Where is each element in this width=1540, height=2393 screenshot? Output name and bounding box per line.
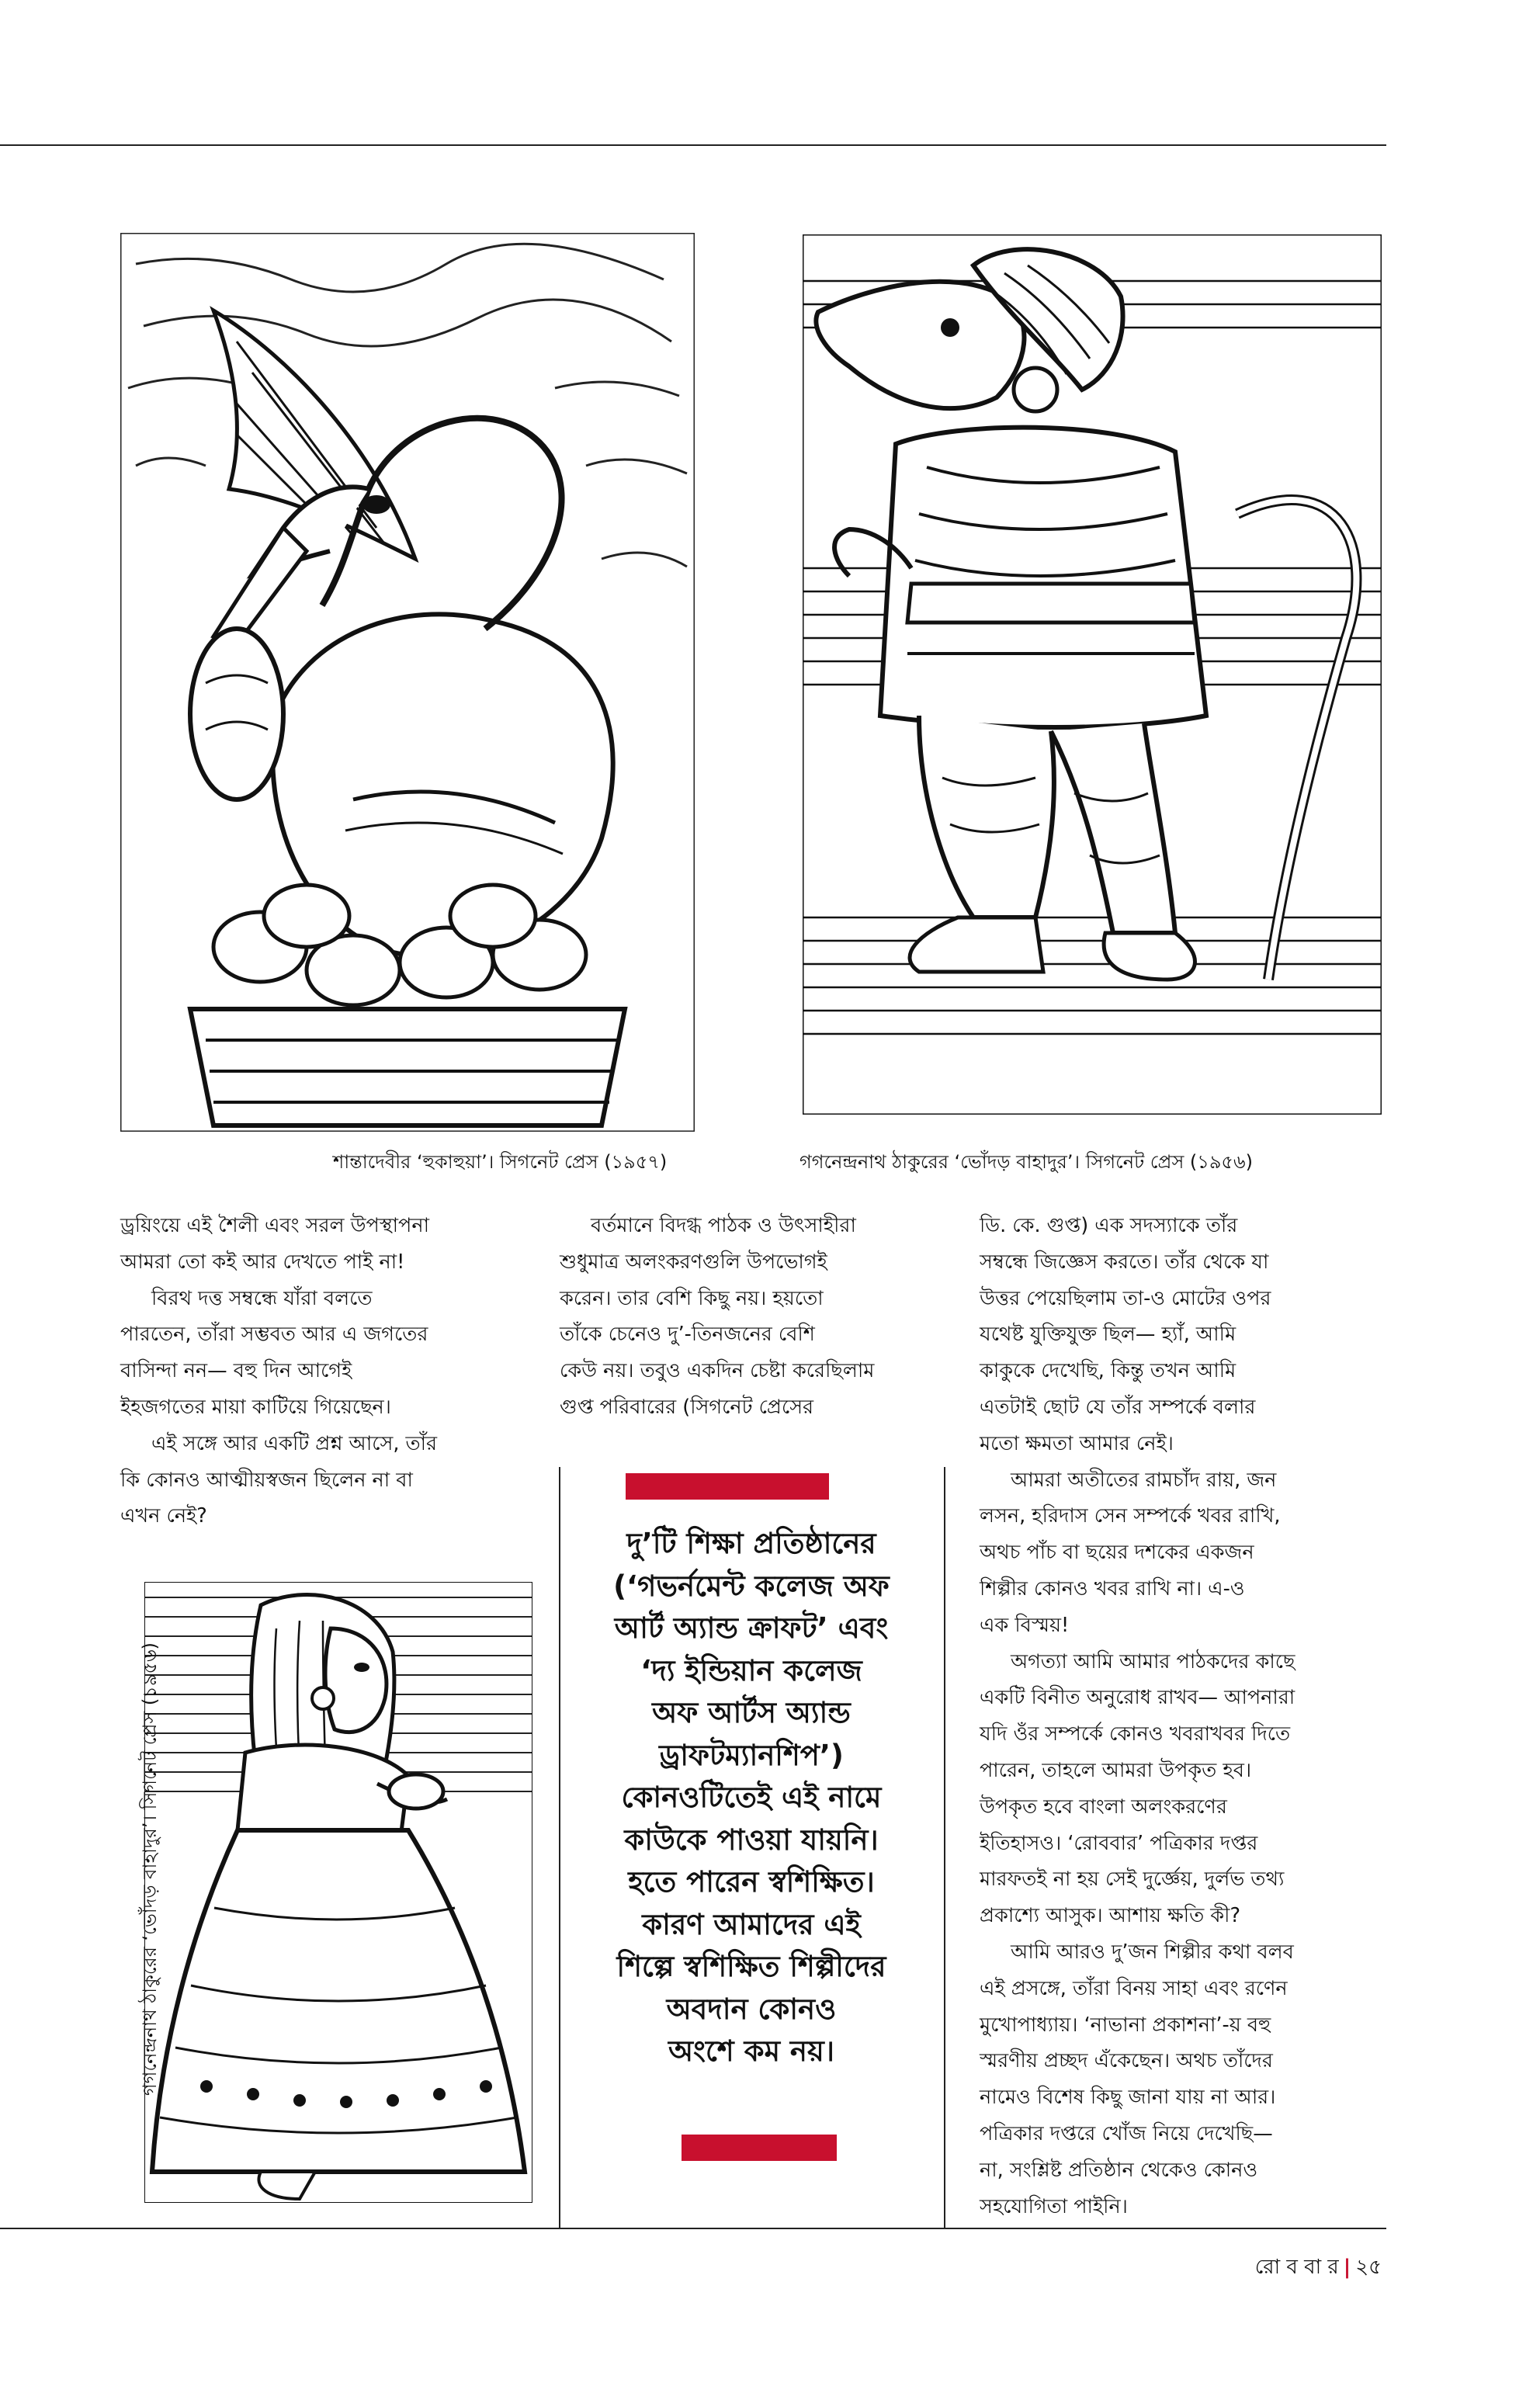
text-column-2: [560, 1208, 874, 1426]
pull-quote-line: অংশে কম নয়।: [668, 2034, 835, 2068]
column-3-line: উপকৃত হবে বাংলা অলংকরণের: [980, 1795, 1227, 1819]
column-divider-right: [944, 1467, 945, 2228]
pull-quote-line: কাউকে পাওয়া যায়নি।: [624, 1822, 879, 1857]
column-3-line: শিল্পীর কোনও খবর রাখি না। এ-ও: [980, 1576, 1245, 1601]
column-3-line: এতটাই ছোট যে তাঁর সম্পর্কে বলার: [980, 1395, 1256, 1419]
column-3-line: উত্তর পেয়েছিলাম তা-ও মোটের ওপর: [980, 1286, 1271, 1310]
pull-quote: [570, 1523, 933, 2073]
text-column-3: [980, 1208, 1295, 2225]
column-3-line: ইতিহাসও। ‘রোববার’ পত্রিকার দপ্তর: [980, 1831, 1258, 1855]
column-3-line: সহযোগিতা পাইনি।: [980, 2194, 1128, 2218]
column-1-line: এই সঙ্গে আর একটি প্রশ্ন আসে, তাঁর: [151, 1431, 438, 1455]
column-3-line: আমরা অতীতের রামচাঁদ রায়, জন: [1011, 1468, 1277, 1492]
column-3-line: এই প্রসঙ্গে, তাঁরা বিনয় সাহা এবং রণেন: [980, 1976, 1288, 2000]
column-1-line: আমরা তো কই আর দেখতে পাই না!: [120, 1250, 405, 1274]
column-3-line: পত্রিকার দপ্তরে খোঁজ নিয়ে দেখেছি—: [980, 2121, 1273, 2145]
pull-quote-line: শিল্পে স্বশিক্ষিত শিল্পীদের: [616, 1950, 886, 1983]
woman-illustration: [144, 1582, 532, 2203]
column-3-line: আমি আরও দু’জন শিল্পীর কথা বলব: [1011, 1940, 1294, 1964]
column-3-line: মতো ক্ষমতা আমার নেই।: [980, 1431, 1174, 1455]
column-divider-left: [559, 1467, 560, 2228]
column-3-line: একটি বিনীত অনুরোধ রাখব— আপনারা: [980, 1686, 1295, 1710]
column-2-line: করেন। তার বেশি কিছু নয়। হয়তো: [560, 1286, 824, 1310]
pull-quote-line: দু’টি শিক্ষা প্রতিষ্ঠানের: [626, 1527, 876, 1560]
column-2-line: বর্তমানে বিদগ্ধ পাঠক ও উৎসাহীরা: [591, 1214, 856, 1237]
column-3-line: না, সংশ্লিষ্ট প্রতিষ্ঠান থেকেও কোনও: [980, 2158, 1258, 2182]
column-3-line: অথচ পাঁচ বা ছয়ের দশকের একজন: [980, 1541, 1254, 1565]
pull-quote-line: (‘গভর্নমেন্ট কলেজ অফ: [613, 1569, 890, 1603]
pull-quote-line: আর্ট অ্যান্ড ক্রাফট’ এবং: [614, 1611, 889, 1645]
pull-quote-line: কারণ আমাদের এই: [642, 1907, 861, 1941]
pull-quote-bar-top: [626, 1473, 829, 1500]
column-3-line: অগত্যা আমি আমার পাঠকদের কাছে: [1011, 1649, 1295, 1673]
caption-side-rotated: গগনেন্দ্রনাথ ঠাকুরের ‘ভোঁদড় বাহাদুর’। সিগনেট প্রেস (১৯৫৬): [139, 1642, 161, 2096]
column-3-line: নামেও বিশেষ কিছু জানা যায় না আর।: [980, 2086, 1276, 2110]
column-1-line: কি কোনও আত্মীয়স্বজন ছিলেন না বা: [120, 1468, 413, 1492]
pull-quote-line: ড্রাফটম্যানশিপ’): [659, 1738, 844, 1772]
caption-bhondor-bahadur: গগনেন্দ্রনাথ ঠাকুরের ‘ভোঁদড় বাহাদুর’। সিগনেট প্রেস (১৯৫৬): [799, 1151, 1253, 1173]
pull-quote-bar-bottom: [682, 2135, 837, 2161]
column-3-line: স্মরণীয় প্রচ্ছদ এঁকেছেন। অথচ তাঁদের: [980, 2049, 1273, 2073]
pull-quote-line: কোনওটিতেই এই নামে: [621, 1781, 882, 1814]
pull-quote-line: ‘দ্য ইন্ডিয়ান কলেজ: [640, 1653, 862, 1687]
column-3-line: পারেন, তাহলে আমরা উপকৃত হব।: [980, 1758, 1252, 1782]
column-3-line: যথেষ্ট যুক্তিযুক্ত ছিল— হ্যাঁ, আমি: [980, 1323, 1237, 1347]
column-3-line: ডি. কে. গুপ্ত) এক সদস্যাকে তাঁর: [980, 1214, 1238, 1237]
bottom-rule: [0, 2228, 1386, 2229]
column-1-line: ড্রয়িংয়ে এই শৈলী এবং সরল উপস্থাপনা: [120, 1214, 429, 1237]
column-1-line: বাসিন্দা নন— বহু দিন আগেই: [120, 1359, 352, 1383]
column-3-line: প্রকাশ্যে আসুক। আশায় ক্ষতি কী?: [980, 1904, 1240, 1928]
column-2-line: গুপ্ত পরিবারের (সিগনেট প্রেসের: [560, 1395, 814, 1419]
text-column-1: [120, 1208, 437, 1535]
pull-quote-line: অবদান কোনও: [666, 1992, 837, 2026]
column-1-line: ইহজগতের মায়া কাটিয়ে গিয়েছেন।: [120, 1395, 391, 1419]
bird-illustration: [120, 233, 695, 1132]
column-2-line: শুধুমাত্র অলংকরণগুলি উপভোগই: [560, 1250, 827, 1274]
column-3-line: সম্বন্ধে জিজ্ঞেস করতে। তাঁর থেকে যা: [980, 1250, 1269, 1274]
magazine-name: রো ব বা র: [1254, 2256, 1339, 2279]
column-1-line: এখন নেই?: [120, 1504, 207, 1528]
pull-quote-line: হতে পারেন স্বশিক্ষিত।: [628, 1865, 875, 1899]
pull-quote-line: অফ আর্টস অ্যান্ড: [652, 1696, 851, 1729]
column-1-line: পারতেন, তাঁরা সম্ভবত আর এ জগতের: [120, 1323, 428, 1347]
column-3-line: মুখোপাধ্যায়। ‘নাভানা প্রকাশনা’-য় বহু: [980, 2013, 1271, 2037]
top-rule: [0, 144, 1386, 146]
caption-hukahua: শান্তাদেবীর ‘হুকাহুয়া’। সিগনেট প্রেস (১৯৫৭): [333, 1151, 668, 1173]
otter-illustration: [803, 234, 1382, 1115]
page-footer: [1242, 2251, 1382, 2285]
column-3-line: যদি ওঁর সম্পর্কে কোনও খবরাখবর দিতে: [980, 1722, 1291, 1746]
column-1-line: বিরথ দত্ত সম্বন্ধে যাঁরা বলতে: [151, 1286, 373, 1310]
page-number: ২৫: [1355, 2256, 1382, 2279]
footer-separator: |: [1343, 2256, 1351, 2279]
column-3-line: লসন, হরিদাস সেন সম্পর্কে খবর রাখি,: [980, 1504, 1281, 1528]
column-3-line: কাকুকে দেখেছি, কিন্তু তখন আমি: [980, 1359, 1237, 1383]
column-2-line: কেউ নয়। তবুও একদিন চেষ্টা করেছিলাম: [560, 1359, 875, 1383]
column-2-line: তাঁকে চেনেও দু’-তিনজনের বেশি: [560, 1323, 815, 1347]
column-3-line: এক বিস্ময়!: [980, 1613, 1070, 1637]
column-3-line: মারফতই না হয় সেই দুর্জ্ঞেয়, দুর্লভ তথ্য: [980, 1868, 1285, 1892]
